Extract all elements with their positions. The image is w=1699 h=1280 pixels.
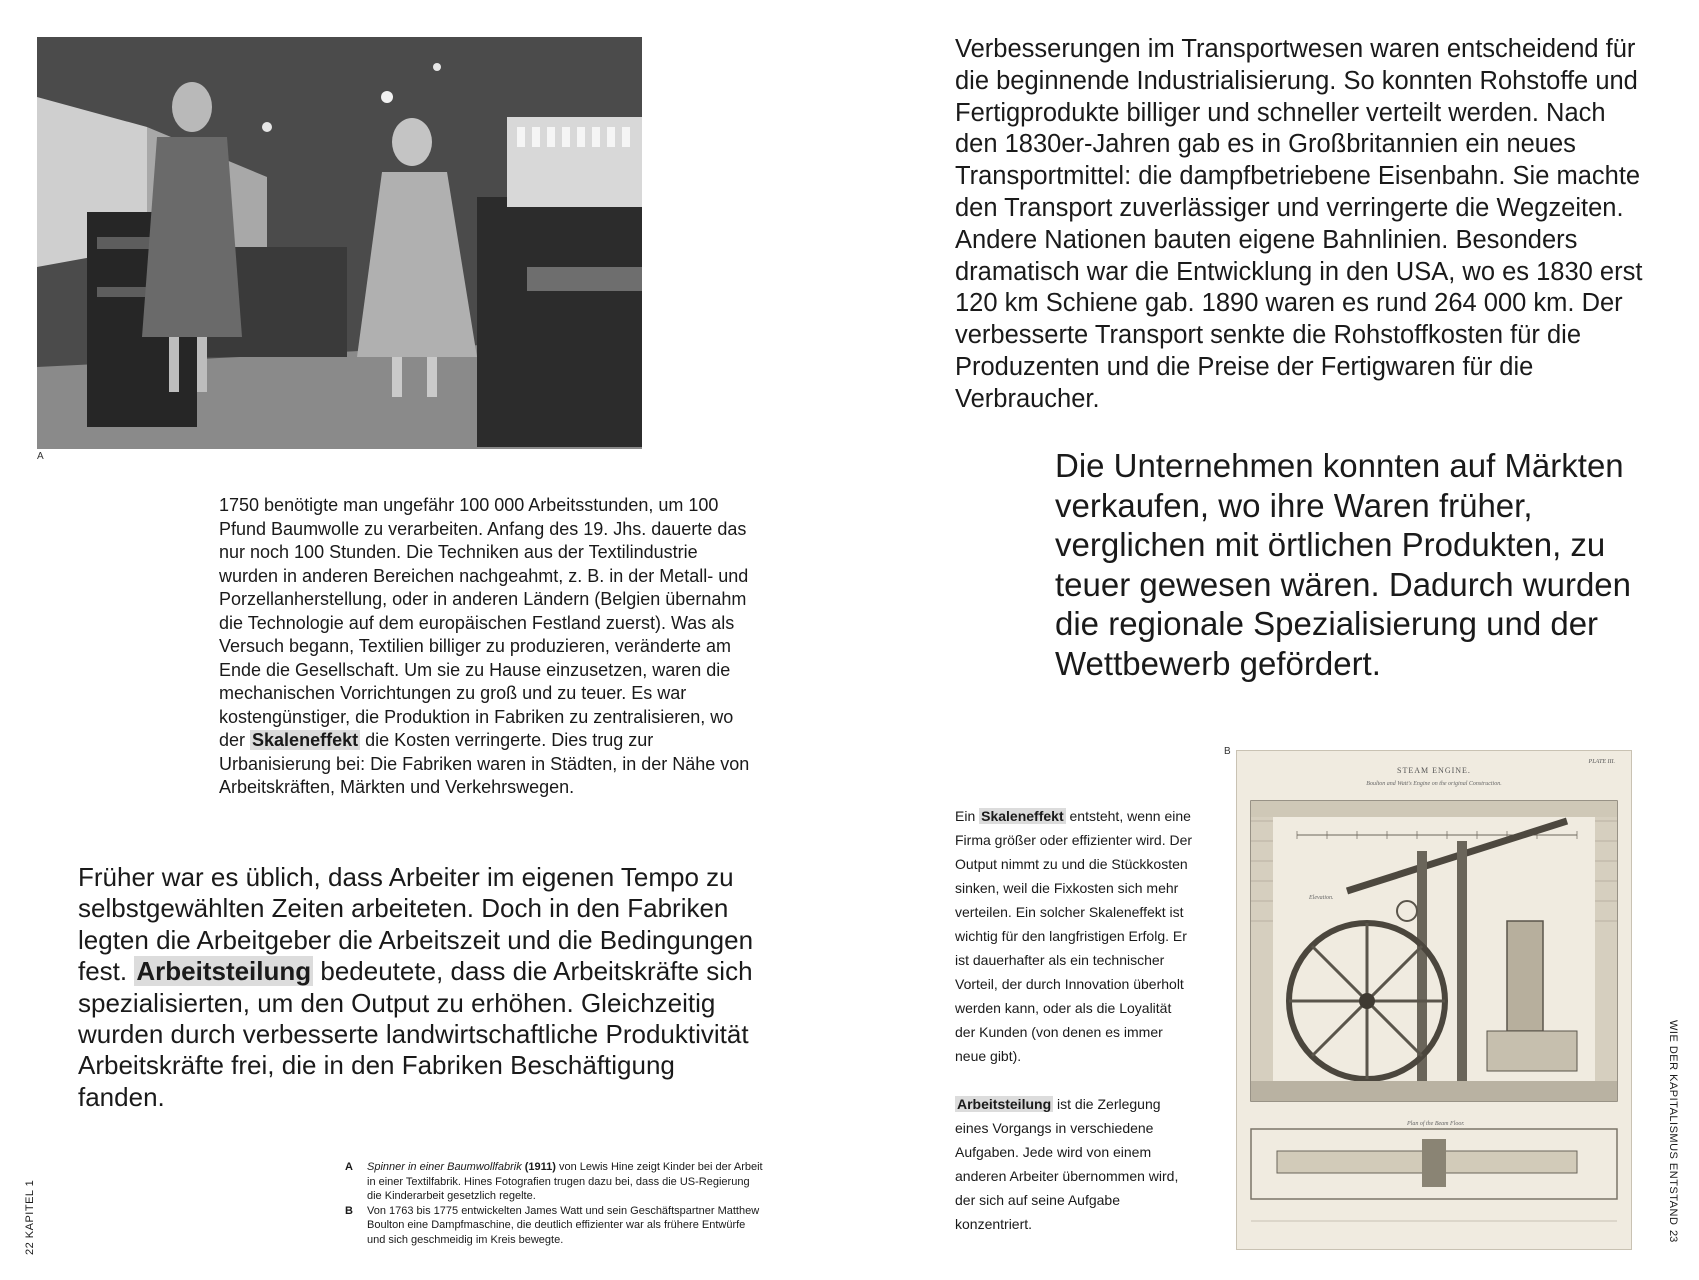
photo-illustration [37,37,642,449]
caption-body: von Lewis Hine zeigt Kinder bei der Arbeit in einer Textilfabrik. Hines Fotografien trugen dazu bei, dass die US-Regierung die Kinderarbeit gesetzlich regelte. [367,1161,763,1202]
left-quote-part-3: bedeutete, dass die Arbeitskräfte sich spezialisierten, um den Output zu erhöhen. Gleichzeitig wurden durch verbesserte landwirtschaftliche Produktivität Arbeitskräfte frei, die in den Fabriken Beschäftigung fanden. [78,956,753,1112]
term-arbeitsteilung-highlight: Arbeitsteilung [136,956,312,987]
engraving-illustration [1237,751,1631,1249]
caption-key: A [345,1161,353,1173]
right-pull-quote-paragraph: Die Unternehmen konnten auf Märkten verkaufen, wo ihre Waren früher, verglichen mit örtlichen Produkten, zu teuer gewesen wären. Dadurch wurden die regionale Spezialisierung und der Wettbewerb gefördert. [1055,447,1632,682]
figure-b-label: B [1224,746,1231,757]
definition-text: ist die Zerlegung eines Vorgangs in verschiedene Aufgaben. Jede wird von einem anderen Arbeiter übernommen wird, der sich auf seine Aufgabe konzentriert. [955,1096,1179,1232]
definition-term: Arbeitsteilung [957,1096,1052,1112]
caption-title: Spinner in einer Baumwollfabrik [367,1161,522,1173]
engraving-plan-label: Plan of the Beam Floor. [1407,1121,1465,1127]
left-pull-quote-paragraph [78,862,768,1113]
caption-year: (1911) [521,1161,556,1173]
definitions-sidebar [955,804,1195,1236]
definition-skaleneffekt [955,804,1195,1068]
photo-a-label: A [37,451,44,462]
right-page-runner: WIE DER KAPITALISMUS ENTSTAND [1667,1020,1679,1226]
left-page-runner: 22 KAPITEL 1 [24,1179,36,1255]
caption-key: B [345,1204,353,1217]
caption-body: Von 1763 bis 1775 entwickelten James Watt und sein Geschäftspartner Matthew Boulton eine Dampfmaschine, die deutlich effizienter war als frühere Entwürfe und sich geschmeidig im Kreis bewegte. [367,1204,760,1246]
caption-b [345,1204,765,1248]
definition-arbeitsteilung [955,1092,1195,1236]
left-body-text [219,494,759,800]
engraving-plate: PLATE III. [1588,759,1615,765]
definition-term: Skaleneffekt [981,808,1064,824]
left-body-paragraph [219,494,759,800]
right-pull-quote [1055,446,1655,683]
left-body-text-part-1: 1750 benötigte man ungefähr 100 000 Arbeitsstunden, um 100 Pfund Baumwolle zu verarbeiten. Anfang des 19. Jhs. dauerte das nur noch 100 Stunden. Die Techniken aus der Textilindustrie wurden in anderen Bereichen nachgeahmt, z. B. in der Metall- und Porzellanherstellung, oder in anderen Ländern (Belgien übernahm die Technologie auf dem europäischen Festland zuerst). Was als Versuch begann, Textilien billiger zu produzieren, veränderte am Ende die Gesellschaft. Um sie zu Hause einzusetzen, waren die mechanischen Vorrichtungen zu groß und zu teuer. Es war kostengünstiger, die Produktion in Fabriken zu zentralisieren, wo der [219,495,749,750]
engraving-subtitle: Boulton and Watt's Engine on the original Construction. [1366,781,1502,787]
figure-captions [345,1160,765,1247]
definition-text: entsteht, wenn eine Firma größer oder effizienter wird. Der Output nimmt zu und die Stückkosten sinken, weil die Fixkosten sich mehr verteilen. Ein solcher Skaleneffekt ist wichtig für den langfristigen Erfolg. Er ist dauerhafter als ein technischer Vorteil, der durch Innovation überholt werden kann, oder als die Loyalität der Kunden (von denen es immer neue gibt). [955,808,1193,1064]
caption-a [345,1160,765,1204]
photo-child-spinners [37,37,642,449]
term-skaleneffekt-highlight: Skaleneffekt [252,730,359,750]
definition-pre: Ein [955,808,980,824]
engraving-elevation-label: Elevation. [1309,895,1334,901]
left-quote-part-1: Früher war es üblich, dass Arbeiter im eigenen Tempo zu selbstgewählten Zeiten arbeiteten. Doch in den Fabriken legten die Arbeitgeber die Arbeitszeit und die Bedingungen fest. [78,862,754,987]
right-body-text [955,34,1655,416]
left-body-text-part-3: die Kosten verringerte. Dies trug zur Urbanisierung bei: Die Fabriken waren in Städten, in der Nähe von Arbeitskräften, Märkten und Verkehrswegen. [219,730,750,797]
engraving-title: STEAM ENGINE. [1397,766,1471,775]
caption-text [367,1160,765,1204]
right-body-paragraph: Verbesserungen im Transportwesen waren entscheidend für die beginnende Industrialisierung. So konnten Rohstoffe und Fertigprodukte billiger und schneller verteilt werden. Nach den 1830er-Jahren gab es in Großbritannien ein neues Transportmittel: die dampfbetriebene Eisenbahn. Sie machte den Transport zuverlässiger und verringerte die Wegzeiten. Andere Nationen bauten eigene Bahnlinien. Besonders dramatisch war die Entwicklung in den USA, wo es 1830 erst 120 km Schiene gab. 1890 waren es rund 264 000 km. Der verbesserte Transport senkte die Rohstoffkosten für die Produzenten und die Preise der Fertigwaren für die Verbraucher. [955,35,1643,413]
steam-engine-engraving [1236,750,1632,1250]
right-page-number: 23 [1667,1230,1679,1243]
left-pull-quote [78,862,768,1113]
